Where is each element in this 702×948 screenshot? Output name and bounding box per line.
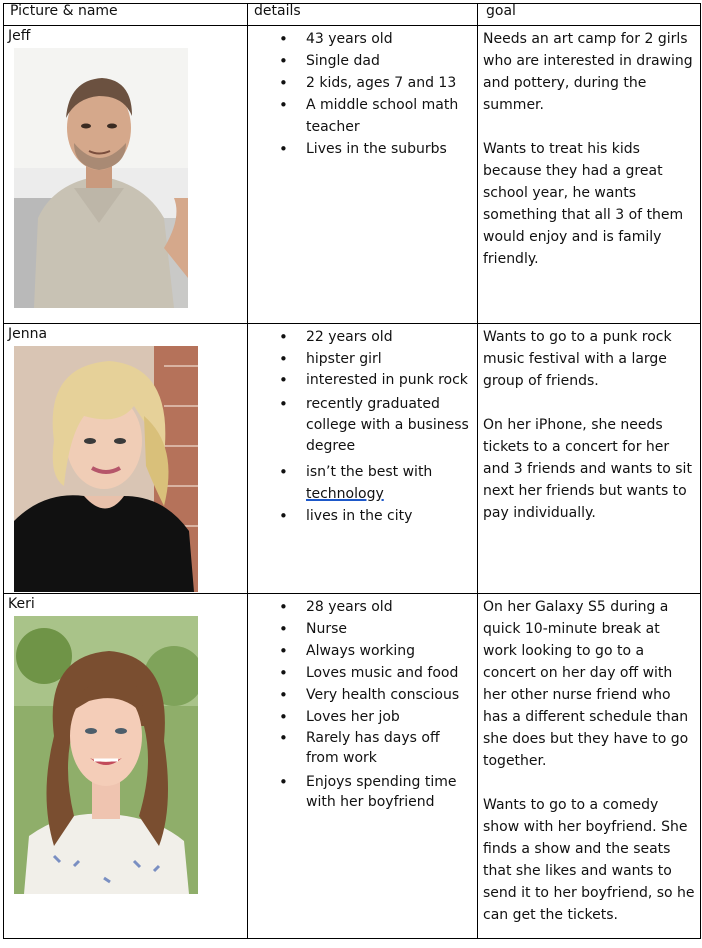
spellcheck-word: technology xyxy=(306,486,384,502)
detail-item: • Very health conscious xyxy=(244,684,476,706)
detail-item: • 28 years old xyxy=(244,596,476,618)
row-divider xyxy=(4,593,700,594)
row-divider xyxy=(4,25,700,26)
detail-item: • lives in the city xyxy=(244,505,476,527)
detail-item: • 2 kids, ages 7 and 13 xyxy=(244,72,476,94)
goal-paragraph: Wants to treat his kids because they had a great school year, he wants something that all 3 of them would enjoy and is family friendly. xyxy=(483,141,684,267)
detail-item: • A middle school math teacher xyxy=(244,94,476,138)
detail-item: • Rarely has days off from work xyxy=(244,728,476,768)
header-goal: goal xyxy=(486,3,516,19)
details-keri xyxy=(244,596,476,816)
persona-name-keri: Keri xyxy=(8,596,35,612)
detail-item: • interested in punk rock xyxy=(244,370,476,390)
details-jenna xyxy=(244,326,476,527)
goal-paragraph: On her Galaxy S5 during a quick 10-minute break at work looking to go to a concert on her day off with her other nurse friend who has a different schedule than she does but they have to go together. xyxy=(483,599,689,769)
detail-item: • Nurse xyxy=(244,618,476,640)
persona-photo-keri xyxy=(14,616,198,894)
details-jeff xyxy=(244,28,476,160)
goal-paragraph: Needs an art camp for 2 girls who are interested in drawing and pottery, during the summer. xyxy=(483,31,693,113)
detail-item: • 43 years old xyxy=(244,28,476,50)
detail-item: • Loves music and food xyxy=(244,662,476,684)
persona-photo-jeff xyxy=(14,48,188,308)
detail-item: • Lives in the suburbs xyxy=(244,138,476,160)
goal-paragraph: Wants to go to a punk rock music festival with a large group of friends. xyxy=(483,329,672,389)
header-details: details xyxy=(254,3,301,19)
goal-paragraph: Wants to go to a comedy show with her boyfriend. She finds a show and the seats that she likes and wants to send it to her boyfriend, so he can get the tickets. xyxy=(483,797,695,923)
detail-item: • Enjoys spending time with her boyfriend xyxy=(244,772,476,812)
goal-paragraph: On her iPhone, she needs tickets to a concert for her and 3 friends and wants to sit next her friends but wants to pay individually. xyxy=(483,417,692,521)
detail-item: • Single dad xyxy=(244,50,476,72)
goal-keri xyxy=(483,596,695,948)
header-picture-name: Picture & name xyxy=(10,3,118,19)
column-divider xyxy=(477,4,478,938)
detail-item xyxy=(244,461,476,505)
goal-jenna xyxy=(483,326,695,546)
persona-photo-jenna xyxy=(14,346,198,592)
detail-item: • hipster girl xyxy=(244,348,476,370)
detail-item: • recently graduated college with a business degree xyxy=(244,394,476,457)
detail-item-text: isn’t the best with xyxy=(306,464,433,480)
detail-item: • Loves her job xyxy=(244,706,476,728)
persona-name-jenna: Jenna xyxy=(8,326,48,342)
persona-name-jeff: Jeff xyxy=(8,28,31,44)
detail-item: • Always working xyxy=(244,640,476,662)
detail-item: • 22 years old xyxy=(244,326,476,348)
row-divider xyxy=(4,323,700,324)
goal-jeff xyxy=(483,28,695,292)
